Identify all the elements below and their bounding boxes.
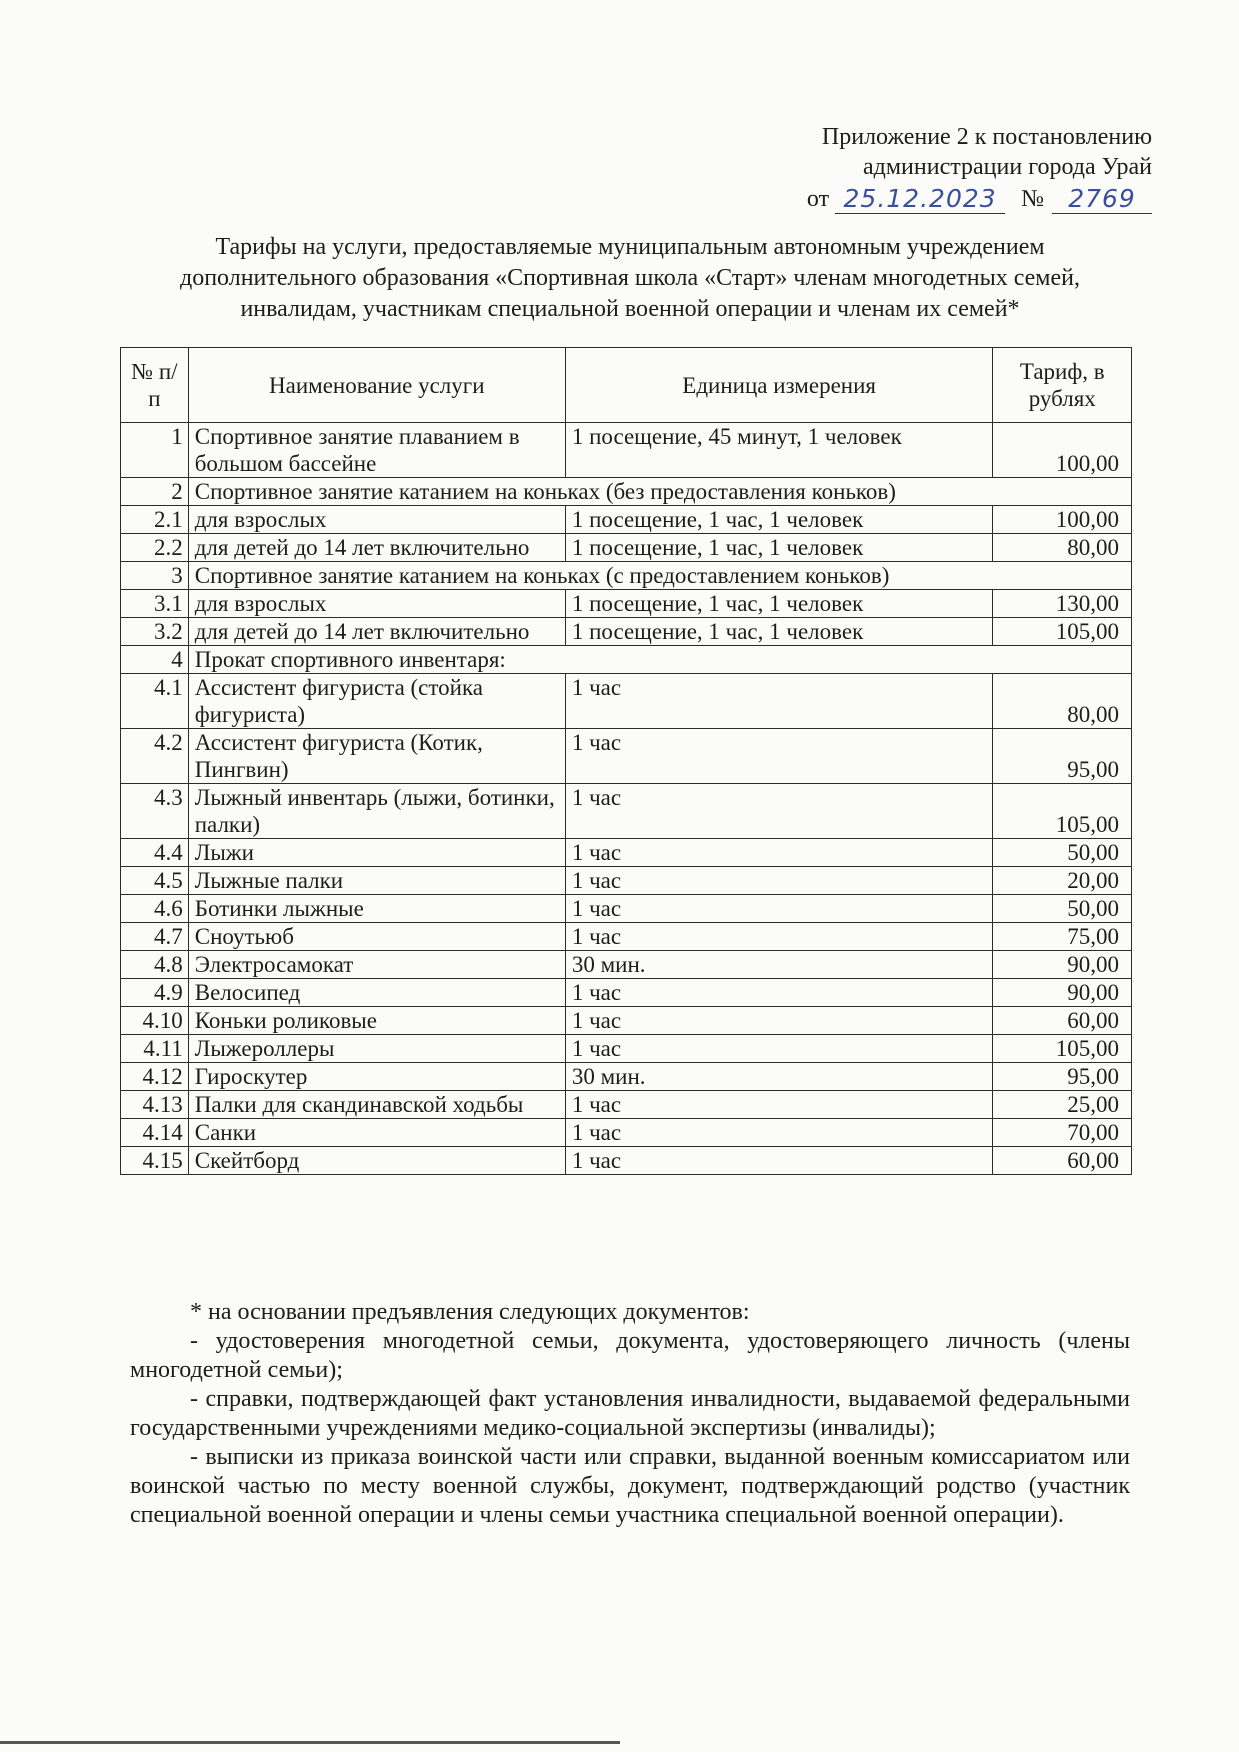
unit-of-measure: 1 посещение, 1 час, 1 человек	[565, 506, 993, 534]
unit-of-measure: 1 час	[565, 1035, 993, 1063]
service-name: Коньки роликовые	[188, 1007, 565, 1035]
table-row	[121, 729, 1132, 784]
table-row	[121, 1119, 1132, 1147]
row-number: 3.2	[121, 618, 189, 646]
tariff-price: 130,00	[993, 590, 1132, 618]
service-name: для детей до 14 лет включительно	[188, 618, 565, 646]
table-header-row	[121, 348, 1132, 423]
unit-of-measure: 1 час	[565, 1091, 993, 1119]
service-name: Ботинки лыжные	[188, 895, 565, 923]
unit-of-measure: 1 час	[565, 784, 993, 839]
table-body	[121, 423, 1132, 1175]
appendix-header	[732, 122, 1152, 214]
table-row	[121, 1147, 1132, 1175]
appendix-line-1: Приложение 2 к постановлению	[821, 124, 1152, 150]
tariff-price: 60,00	[993, 1007, 1132, 1035]
table-group-row	[121, 562, 1132, 590]
row-number: 4	[121, 646, 189, 674]
row-number: 3.1	[121, 590, 189, 618]
tariff-price: 80,00	[993, 674, 1132, 729]
row-number: 2	[121, 478, 189, 506]
appendix-line-2: администрации города Урай	[863, 154, 1152, 180]
table-row	[121, 674, 1132, 729]
table-row	[121, 839, 1132, 867]
unit-of-measure: 1 час	[565, 839, 993, 867]
service-name: Ассистент фигуриста (Котик, Пингвин)	[188, 729, 565, 784]
unit-of-measure: 30 мин.	[565, 1063, 993, 1091]
tariff-price: 60,00	[993, 1147, 1132, 1175]
unit-of-measure: 1 час	[565, 1147, 993, 1175]
unit-of-measure: 1 час	[565, 923, 993, 951]
header-name: Наименование услуги	[188, 348, 565, 423]
row-number: 4.12	[121, 1063, 189, 1091]
service-name: для детей до 14 лет включительно	[188, 534, 565, 562]
row-number: 4.5	[121, 867, 189, 895]
table-row	[121, 1091, 1132, 1119]
group-title: Прокат спортивного инвентаря:	[188, 646, 1131, 674]
row-number: 4.11	[121, 1035, 189, 1063]
footnote-item-3: - выписки из приказа воинской части или справки, выданной военным комиссариатом или воинской частью по месту военной службы, документ, подтверждающий родство (участник специальной военной операции и члены семьи участника специальной военной операции).	[130, 1444, 1130, 1528]
row-number: 4.7	[121, 923, 189, 951]
row-number: 4.8	[121, 951, 189, 979]
handwritten-date: 25.12.2023	[835, 185, 1005, 214]
tariff-price: 90,00	[993, 979, 1132, 1007]
table-row	[121, 784, 1132, 839]
table-row	[121, 867, 1132, 895]
row-number: 2.2	[121, 534, 189, 562]
title-line-2: дополнительного образования «Спортивная школа «Старт» членам многодетных семей,	[180, 265, 1080, 291]
row-number: 4.15	[121, 1147, 189, 1175]
service-name: Электросамокат	[188, 951, 565, 979]
service-name: Спортивное занятие плаванием в большом бассейне	[188, 423, 565, 478]
header-num: № п/п	[121, 348, 189, 423]
table-row	[121, 923, 1132, 951]
row-number: 4.4	[121, 839, 189, 867]
table-row	[121, 590, 1132, 618]
table-row	[121, 951, 1132, 979]
footnote-item-2: - справки, подтверждающей факт установления инвалидности, выдаваемой федеральными государственными учреждениями медико-социальной экспертизы (инвалиды);	[130, 1386, 1130, 1441]
row-number: 4.6	[121, 895, 189, 923]
row-number: 4.2	[121, 729, 189, 784]
tariff-price: 70,00	[993, 1119, 1132, 1147]
header-unit: Единица измерения	[565, 348, 993, 423]
title-line-1: Тарифы на услуги, предоставляемые муниципальным автономным учреждением	[215, 234, 1045, 260]
group-title: Спортивное занятие катанием на коньках (без предоставления коньков)	[188, 478, 1131, 506]
unit-of-measure: 1 час	[565, 674, 993, 729]
tariff-price: 105,00	[993, 784, 1132, 839]
service-name: Сноутьюб	[188, 923, 565, 951]
row-number: 4.10	[121, 1007, 189, 1035]
tariff-price: 20,00	[993, 867, 1132, 895]
service-name: Ассистент фигуриста (стойка фигуриста)	[188, 674, 565, 729]
table-row	[121, 1007, 1132, 1035]
service-name: для взрослых	[188, 506, 565, 534]
tariff-price: 105,00	[993, 1035, 1132, 1063]
footnote-item-1: - удостоверения многодетной семьи, документа, удостоверяющего личность (члены многодетной семьи);	[130, 1328, 1130, 1383]
table-row	[121, 423, 1132, 478]
tariff-price: 95,00	[993, 729, 1132, 784]
table-row	[121, 1035, 1132, 1063]
unit-of-measure: 1 час	[565, 729, 993, 784]
tariff-price: 50,00	[993, 839, 1132, 867]
tariff-price: 90,00	[993, 951, 1132, 979]
row-number: 1	[121, 423, 189, 478]
row-number: 4.3	[121, 784, 189, 839]
handwritten-number: 2769	[1052, 185, 1152, 214]
table-row	[121, 979, 1132, 1007]
service-name: Лыжный инвентарь (лыжи, ботинки, палки)	[188, 784, 565, 839]
service-name: Лыжные палки	[188, 867, 565, 895]
unit-of-measure: 1 час	[565, 895, 993, 923]
row-number: 4.13	[121, 1091, 189, 1119]
appendix-date-line	[732, 184, 1152, 214]
table-group-row	[121, 646, 1132, 674]
service-name: Санки	[188, 1119, 565, 1147]
service-name: Велосипед	[188, 979, 565, 1007]
row-number: 2.1	[121, 506, 189, 534]
service-name: Гироскутер	[188, 1063, 565, 1091]
scan-edge-line	[0, 1741, 620, 1744]
service-name: Палки для скандинавской ходьбы	[188, 1091, 565, 1119]
table-row	[121, 534, 1132, 562]
footnote-intro: * на основании предъявления следующих документов:	[190, 1299, 750, 1325]
unit-of-measure: 1 час	[565, 1007, 993, 1035]
tariff-price: 95,00	[993, 1063, 1132, 1091]
document-title	[150, 232, 1110, 325]
service-name: Лыжи	[188, 839, 565, 867]
tariff-table	[120, 347, 1132, 1175]
unit-of-measure: 30 мин.	[565, 951, 993, 979]
table-row	[121, 895, 1132, 923]
tariff-price: 80,00	[993, 534, 1132, 562]
unit-of-measure: 1 час	[565, 867, 993, 895]
table-row	[121, 506, 1132, 534]
tariff-price: 50,00	[993, 895, 1132, 923]
service-name: Лыжероллеры	[188, 1035, 565, 1063]
service-name: Скейтборд	[188, 1147, 565, 1175]
unit-of-measure: 1 посещение, 1 час, 1 человек	[565, 590, 993, 618]
unit-of-measure: 1 час	[565, 1119, 993, 1147]
group-title: Спортивное занятие катанием на коньках (с предоставлением коньков)	[188, 562, 1131, 590]
header-price: Тариф, в рублях	[993, 348, 1132, 423]
footnotes	[130, 1298, 1130, 1530]
table-group-row	[121, 478, 1132, 506]
table-row	[121, 1063, 1132, 1091]
unit-of-measure: 1 час	[565, 979, 993, 1007]
service-name: для взрослых	[188, 590, 565, 618]
tariff-price: 105,00	[993, 618, 1132, 646]
row-number: 4.14	[121, 1119, 189, 1147]
unit-of-measure: 1 посещение, 45 минут, 1 человек	[565, 423, 993, 478]
number-label: №	[1021, 186, 1044, 212]
tariff-price: 100,00	[993, 506, 1132, 534]
date-label: от	[806, 186, 830, 212]
row-number: 4.9	[121, 979, 189, 1007]
title-line-3: инвалидам, участникам специальной военной операции и членам их семей*	[240, 296, 1020, 322]
table-row	[121, 618, 1132, 646]
tariff-price: 25,00	[993, 1091, 1132, 1119]
row-number: 4.1	[121, 674, 189, 729]
unit-of-measure: 1 посещение, 1 час, 1 человек	[565, 534, 993, 562]
unit-of-measure: 1 посещение, 1 час, 1 человек	[565, 618, 993, 646]
tariff-price: 75,00	[993, 923, 1132, 951]
row-number: 3	[121, 562, 189, 590]
tariff-price: 100,00	[993, 423, 1132, 478]
